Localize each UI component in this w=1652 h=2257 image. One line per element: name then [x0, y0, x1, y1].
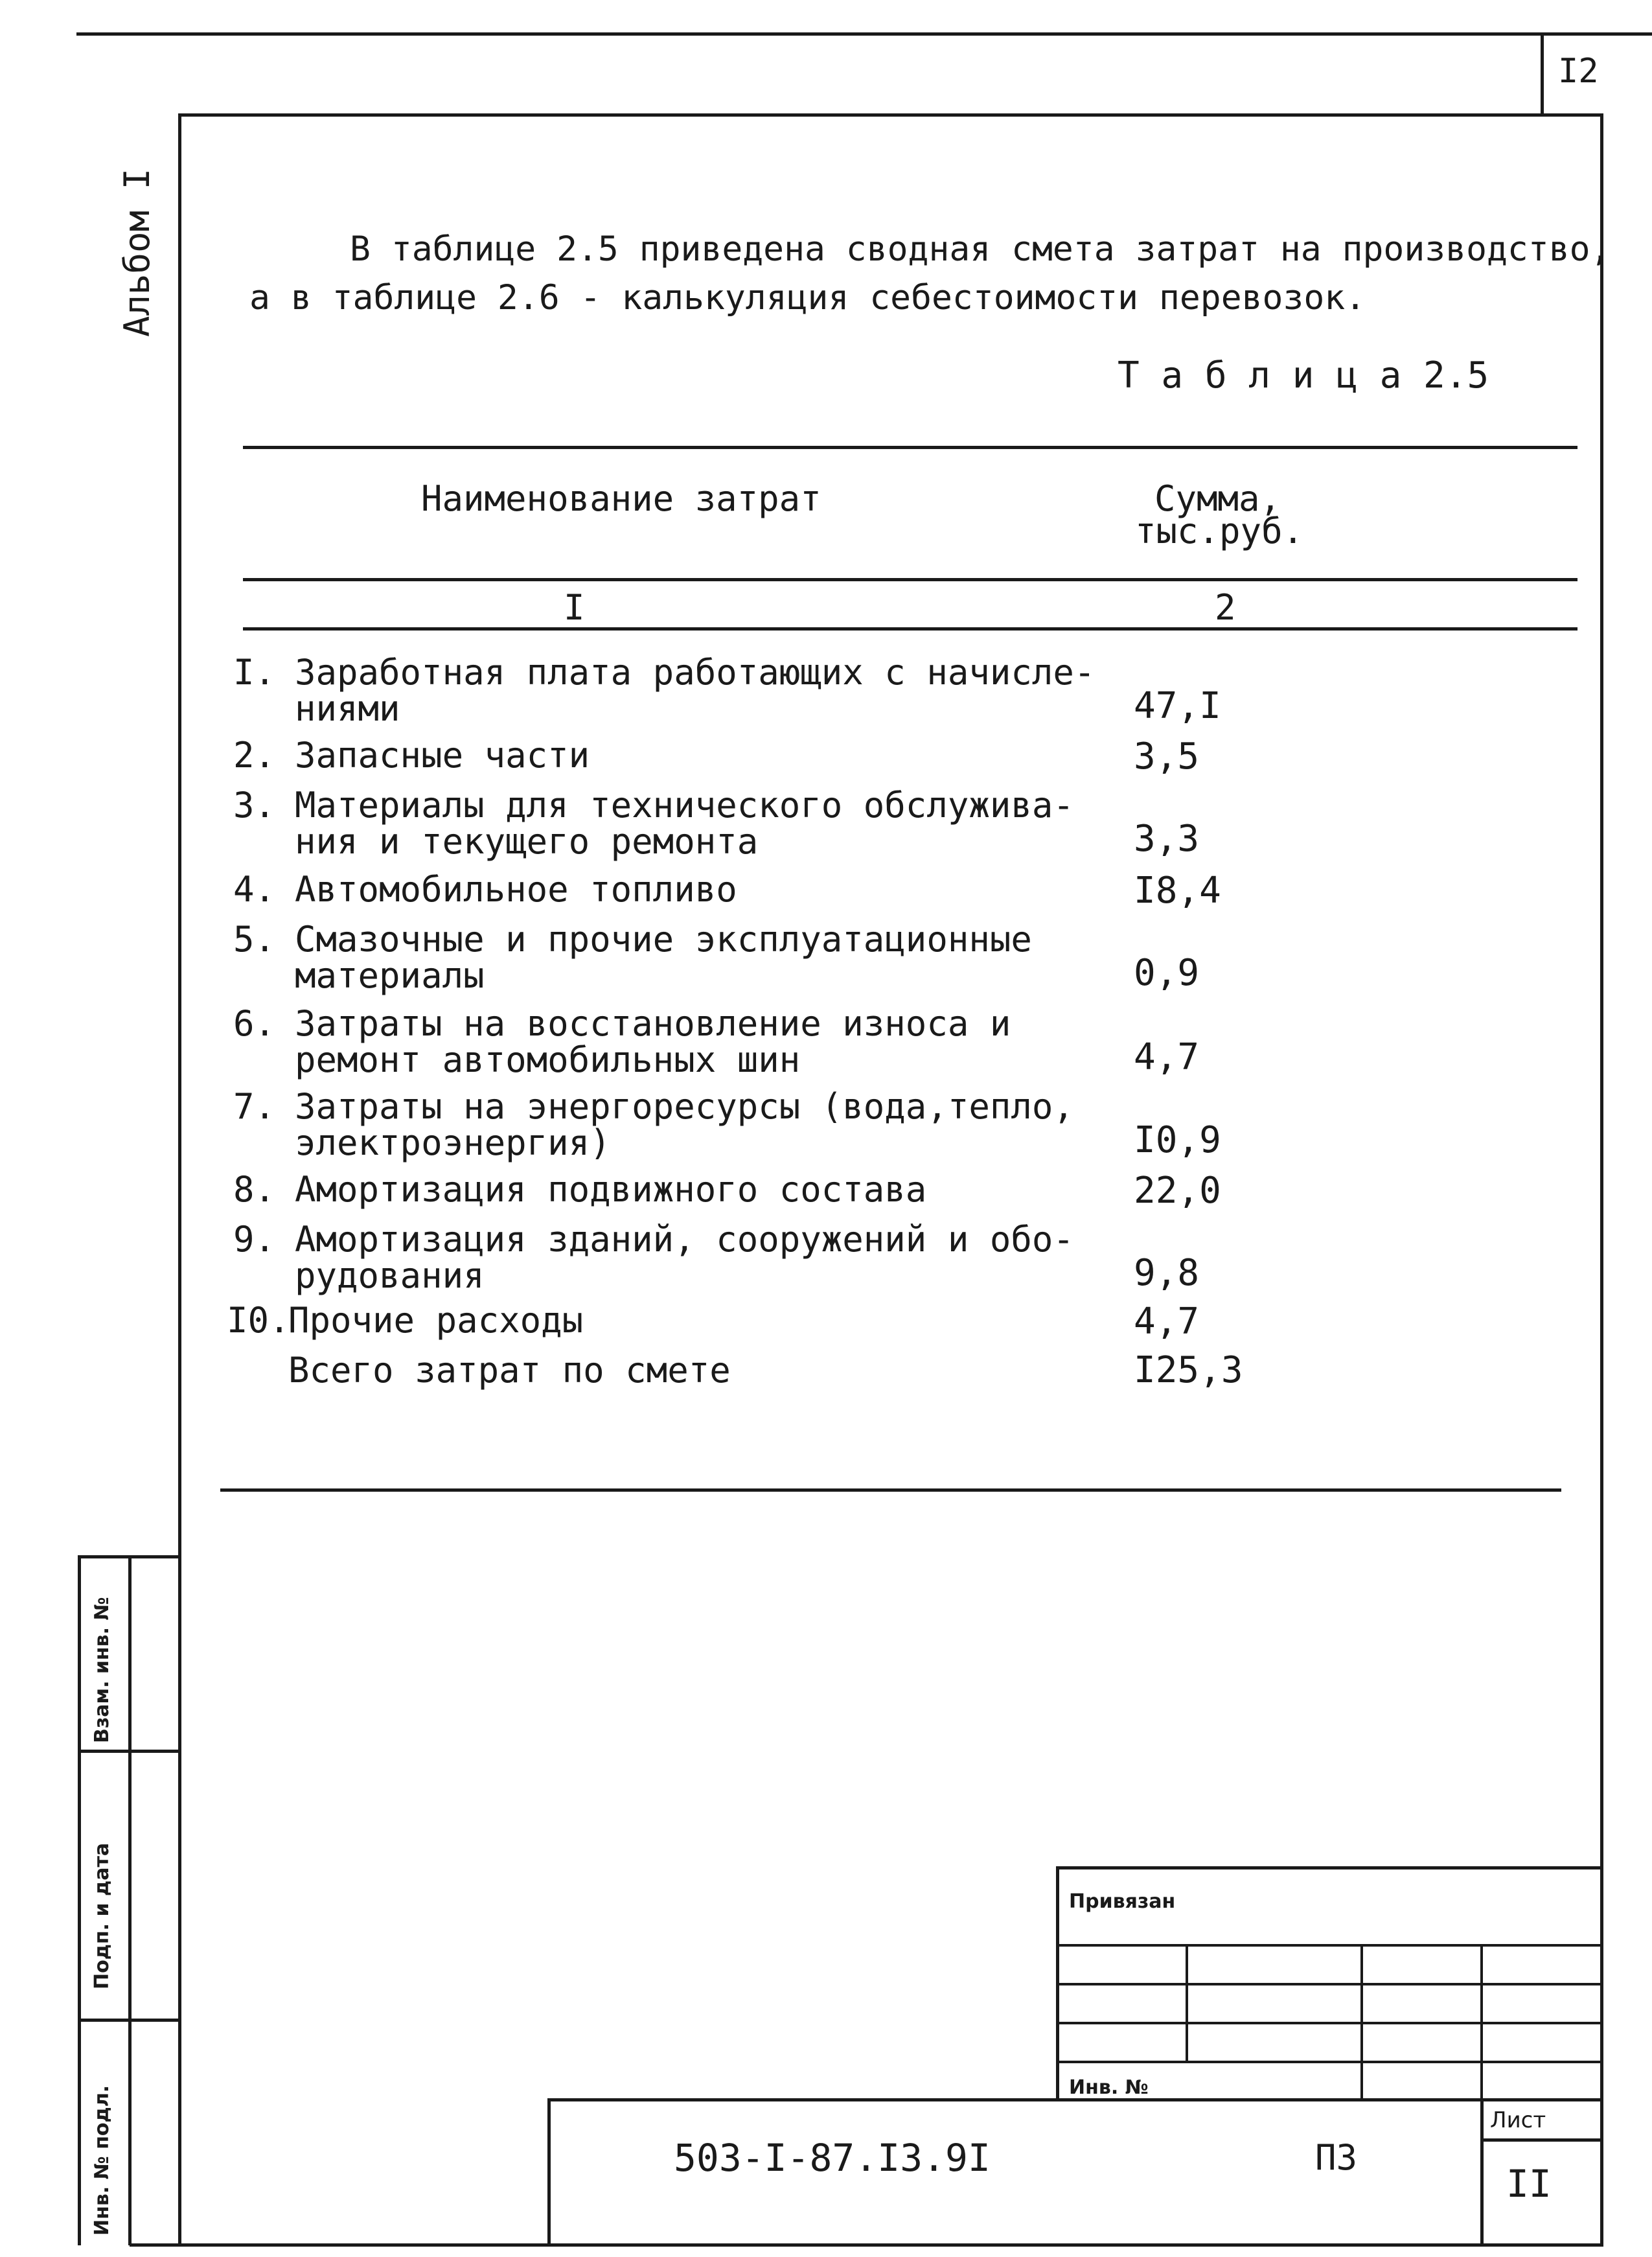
row-name: Затраты на восстановление износа и ремонт автомобильных шин [295, 1003, 1011, 1080]
document-code: ПЗ [1315, 2137, 1358, 2178]
privyazan-label: Привязан [1069, 1890, 1176, 1913]
row-name: Автомобильное топливо [295, 869, 737, 910]
top-rule [76, 32, 1652, 36]
row-name: Смазочные и прочие эксплуатационные материалы [295, 919, 1032, 996]
row-value: 4,7 [1134, 1301, 1200, 1343]
page-number: I2 [1558, 52, 1599, 91]
col2-header-line2: тыс.руб. [1135, 511, 1304, 551]
col2-number: 2 [1215, 587, 1236, 628]
sheet-box-sep [1480, 2138, 1603, 2142]
stamp-top [547, 2098, 1603, 2101]
frame-right [1600, 113, 1603, 2245]
row-name: Затраты на энергоресурсы (вода,тепло, электроэнергия) [295, 1086, 1074, 1163]
row-value: 3,3 [1134, 818, 1200, 860]
privyazan-grid-line [1056, 2061, 1600, 2063]
privyazan-grid-vline [1480, 1944, 1483, 2100]
sheet-box-left [1480, 2098, 1484, 2245]
podp-data-label: Подп. и дата [91, 1842, 113, 1989]
side-strip-left [78, 1555, 81, 2245]
total-label: Всего затрат по смете [288, 1350, 731, 1391]
row-value: 4,7 [1134, 1036, 1200, 1078]
col2-header-line1: Сумма, [1154, 478, 1281, 519]
side-strip-sep-1 [78, 1750, 181, 1753]
row-number: 4. [233, 869, 276, 910]
table-bottom-rule [220, 1488, 1561, 1492]
page-number-box-left [1541, 32, 1544, 113]
row-number: 6. [233, 1003, 276, 1044]
privyazan-grid-line [1056, 1944, 1600, 1947]
privyazan-top [1056, 1866, 1600, 1869]
table-top-rule [243, 446, 1577, 449]
col1-number: I [564, 587, 585, 628]
row-number: 2. [233, 735, 276, 776]
album-label: Альбом I [117, 168, 157, 337]
row-number: 8. [233, 1169, 276, 1210]
sheet-number: II [1506, 2162, 1552, 2206]
privyazan-grid-line [1056, 1983, 1600, 1985]
intro-line-2: а в таблице 2.6 - калькуляция себестоимости перевозок. [249, 278, 1366, 318]
row-value: 0,9 [1134, 952, 1200, 994]
row-name: Запасные части [295, 735, 590, 776]
intro-line-1: В таблице 2.5 приведена сводная смета затрат на производство, [350, 229, 1611, 269]
row-value: I0,9 [1134, 1119, 1221, 1161]
numbers-bottom-rule [243, 627, 1577, 631]
row-name: Заработная плата работающих с начисле- ниями [295, 652, 1096, 729]
row-number: 7. [233, 1086, 276, 1127]
row-name: Амортизация подвижного состава [295, 1169, 927, 1210]
col1-header: Наименование затрат [421, 478, 821, 519]
row-value: 47,I [1134, 685, 1221, 727]
privyazan-grid-line [1056, 2022, 1600, 2024]
row-number: I. [233, 652, 276, 693]
row-name: Амортизация зданий, сооружений и обо- рудования [295, 1219, 1074, 1296]
row-name: Прочие расходы [288, 1300, 584, 1341]
privyazan-grid-vline [1186, 1944, 1188, 2061]
side-strip-sep-2 [78, 2019, 181, 2022]
row-number: 3. [233, 785, 276, 826]
privyazan-grid-vline [1360, 1944, 1363, 2100]
header-bottom-rule [243, 578, 1577, 581]
row-number: 9. [233, 1219, 276, 1260]
row-value: 22,0 [1134, 1170, 1221, 1212]
vzam-inv-label: Взам. инв. № [91, 1597, 113, 1743]
row-value: 9,8 [1134, 1252, 1200, 1294]
inv-podl-label: Инв. № подл. [91, 2085, 113, 2236]
row-number: I0. [227, 1300, 290, 1341]
stamp-left [547, 2098, 551, 2245]
row-name: Материалы для технического обслужива- ния и текущего ремонта [295, 785, 1074, 862]
inv-no-label: Инв. № [1069, 2076, 1149, 2099]
frame-bottom [130, 2243, 1603, 2247]
row-value: I8,4 [1134, 870, 1221, 912]
frame-left [178, 113, 181, 2245]
table-caption: Т а б л и ц а 2.5 [1118, 354, 1489, 397]
row-value: 3,5 [1134, 735, 1200, 778]
sheet-label: Лист [1490, 2107, 1546, 2133]
total-value: I25,3 [1134, 1349, 1243, 1391]
side-strip-divider [128, 1555, 132, 2245]
document-designation: 503-I-87.I3.9I [674, 2136, 991, 2180]
frame-top [178, 113, 1603, 117]
row-number: 5. [233, 919, 276, 960]
